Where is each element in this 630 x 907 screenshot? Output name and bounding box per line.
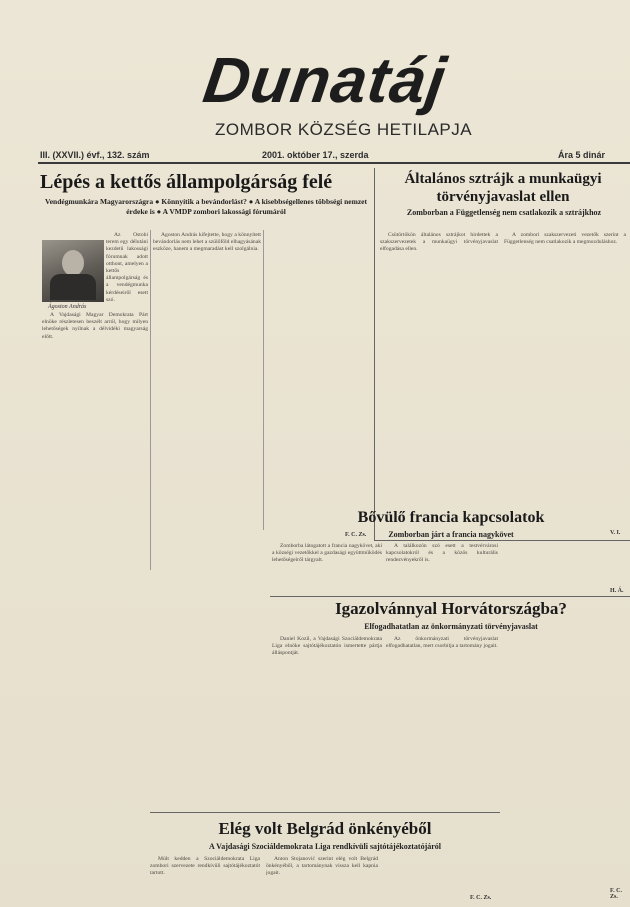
issue-date: 2001. október 17., szerda bbox=[262, 150, 369, 160]
article2-signature: V. I. bbox=[610, 530, 621, 536]
masthead bbox=[150, 44, 500, 139]
masthead-title: Dunatáj bbox=[199, 44, 451, 116]
article2-headline: Általános sztrájk a munkaügyi törvényjavaslat ellen bbox=[404, 171, 602, 205]
article4-deck: Elfogadhatatlan az önkormányzati törvényjavaslat bbox=[364, 622, 538, 631]
author-photo bbox=[42, 240, 104, 302]
article3-column-1: Zomborba látogatott a francia nagykövet, aki a községi vezetőkkel a gazdasági együttműködés lehetőségeiről tárgyalt. bbox=[272, 543, 382, 564]
article4-signature: F. C. Zs. bbox=[610, 888, 622, 900]
article3-headline: Bővülő francia kapcsolatok bbox=[357, 509, 545, 526]
masthead-subtitle: ZOMBOR KÖZSÉG HETILAPJA bbox=[215, 120, 473, 139]
article2-column-1: Csütörtökön általános sztrájkot hirdettek a szakszervezetek a munkaügyi törvényjavaslat elfogadása ellen. bbox=[380, 232, 498, 253]
article1-column-1: A Vajdasági Magyar Demokrata Párt elnöke részletesen beszélt arról, hogy milyen lehetőségek nyílnak a délvidéki magyarság előtt. bbox=[42, 312, 148, 340]
article4-column-2: Az önkormányzati törvényjavaslat elfogadhatatlan, mert csorbítja a tartomány jogait. bbox=[386, 636, 498, 650]
article2-column-2: A zombori szakszervezeti vezetők szerint a Függetlenség nem csatlakozik a megmozduláshoz. bbox=[504, 232, 626, 246]
article3-column-3 bbox=[504, 543, 626, 593]
article3-deck: Zomborban járt a francia nagykövet bbox=[388, 530, 514, 539]
article3-signature: H. Á. bbox=[610, 588, 624, 594]
article4-column-1: Daniel Kozil, a Vajdasági Szociáldemokrata Liga elnöke sajtótájékoztatón ismertette pártja álláspontját. bbox=[272, 636, 382, 657]
issue-price: Ára 5 dinár bbox=[558, 150, 606, 160]
article1-column-intro: Az Ostobi terem egy délutáni kezdetű lakossági fórumnak adott otthont, amelyen a kettős állampolgárság és a vendégmunka kérdéseiről esett szó. bbox=[106, 232, 148, 303]
article2-bottom-rule bbox=[374, 540, 630, 541]
article5-column-1: Múlt kedden a Szociáldemokrata Liga zombori szervezete rendkívüli sajtótájékoztatót tartott. bbox=[150, 856, 260, 877]
header-rule bbox=[38, 162, 630, 164]
photo-caption: Ágoston András bbox=[48, 304, 87, 310]
article1-deck: Vendégmunkára Magyarországra ● Könnyítik a bevándorlást? ● A kisebbségellenes többségi nemzet érdeke is ● A VMDP zombori lakossági fórumáról bbox=[45, 197, 367, 216]
article2-deck: Zomborban a Függetlenség nem csatlakozik a sztrájkhoz bbox=[406, 208, 602, 217]
article3-column-2: A találkozón szó esett a testvérvárosi kapcsolatokról és a közös kulturális rendezvényekről is. bbox=[386, 543, 498, 564]
article1-headline: Lépés a kettős állampolgárság felé bbox=[40, 171, 333, 193]
column-divider bbox=[150, 230, 151, 570]
article5-signature: F. C. Zs. bbox=[470, 895, 492, 901]
article1-signature: F. C. Zs. bbox=[345, 532, 367, 538]
article5-top-rule bbox=[150, 812, 500, 813]
article4-column-3 bbox=[504, 636, 626, 896]
article2-border bbox=[374, 168, 375, 540]
article1-column-3 bbox=[266, 232, 370, 532]
article1-column-2: Ágoston András kifejtette, hogy a könnyített bevándorlás nem lehet a szülőföld elhagyásának eszköze, hanem a megmaradást kell szolgálnia. bbox=[153, 232, 261, 253]
column-divider bbox=[263, 230, 264, 530]
article4-headline: Igazolvánnyal Horvátországba? bbox=[335, 599, 567, 618]
article5-deck: A Vajdasági Szociáldemokrata Liga rendkívüli sajtótájékoztatójáról bbox=[208, 842, 442, 851]
article3-bottom-rule bbox=[270, 596, 630, 597]
article5-headline: Elég volt Belgrád önkényéből bbox=[218, 819, 432, 838]
issue-volume: III. (XXVII.) évf., 132. szám bbox=[40, 150, 150, 160]
article5-column-2: Anton Stojanović szerint elég volt Belgrád önkényéből, a tartománynak vissza kell kapnia jogait. bbox=[266, 856, 378, 877]
